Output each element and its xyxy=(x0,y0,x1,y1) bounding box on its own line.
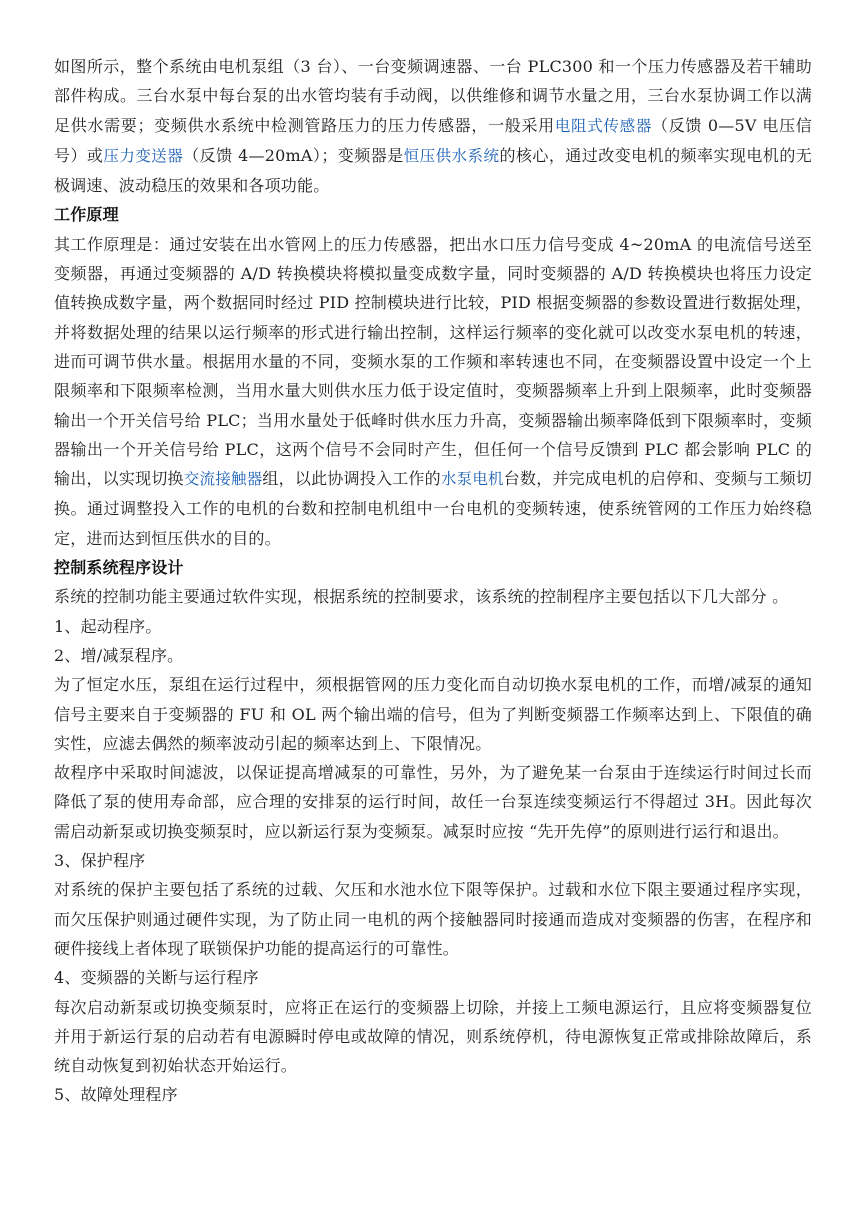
add-remove-paragraph-2: 故程序中采取时间滤波，以保证提高增减泵的可靠性，另外，为了避免某一台泵由于连续运行时间过长而降低了泵的使用寿命部，应合理的安排泵的运行时间，故任一台泵连续变频运行不得超过 3H。因此每次需启动新泵或切换变频泵时，应以新运行泵为变频泵。减泵时应按 “先开先停”的原则进行运行和退出。 xyxy=(54,763,812,841)
design-intro-paragraph: 系统的控制功能主要通过软件实现，根据系统的控制要求，该系统的控制程序主要包括以下几大部分 。 xyxy=(54,587,789,607)
list-item-protection: 3、保护程序 xyxy=(54,851,146,871)
add-remove-paragraph-1: 为了恒定水压，泵组在运行过程中，须根据管网的压力变化而自动切换水泵电机的工作，而增/减泵的通知信号主要来自于变频器的 FU 和 OL 两个输出端的信号，但为了判断变频器工作频率达到上、下限值的确实性，应滤去偶然的频率波动引起的频率达到上、下限情况。 xyxy=(54,675,812,753)
section-heading-principle: 工作原理 xyxy=(54,205,119,225)
list-item-inverter-control: 4、变频器的关断与运行程序 xyxy=(54,968,259,988)
list-item-fault-handling: 5、故障处理程序 xyxy=(54,1085,178,1105)
list-item-add-remove-pump: 2、增/减泵程序。 xyxy=(54,645,184,665)
protection-paragraph: 对系统的保护主要包括了系统的过载、欠压和水池水位下限等保护。过载和水位下限主要通过程序实现，而欠压保护则通过硬件实现，为了防止同一电机的两个接触器同时接通而造成对变频器的伤害，在程序和硬件接线上者体现了联锁保护功能的提高运行的可靠性。 xyxy=(54,880,812,958)
article-body xyxy=(54,52,812,1110)
link-ac-contactor[interactable]: 交流接触器 xyxy=(183,470,263,489)
link-pressure-transmitter[interactable]: 压力变送器 xyxy=(103,146,184,165)
text-span: 台数，并完成电机的启停和、变频与工频切换。通过调整投入工作的电机的台数和控制电机组中一台电机的变频转速，使系统管网的工作压力始终稳定，进而达到恒压供水的目的。 xyxy=(54,469,812,548)
text-span: （反馈 4—20mA）；变频器是 xyxy=(183,145,404,165)
inverter-control-paragraph: 每次启动新泵或切换变频泵时，应将正在运行的变频器上切除，并接上工频电源运行，且应将变频器复位并用于新运行泵的启动若有电源瞬时停电或故障的情况，则系统停机，待电源恢复正常或排除故障后，系统自动恢复到初始状态开始运行。 xyxy=(54,997,812,1076)
text-span: 组，以此协调投入工作的 xyxy=(262,469,441,489)
text-span: 其工作原理是：通过安装在出水管网上的压力传感器，把出水口压力信号变成 4~20mA 的电流信号送至变频器，再通过变频器的 A/D 转换模块将模拟量变成数字量，同时变频器的 A/D 转换模块也将压力设定值转换成数字量，两个数据同时经过 PID 控制模块进行比较，PID 根据变频器的参数设置进行数据处理，并将数据处理的结果以运行频率的形式进行输出控制，这样运行频率的变化就可以改变水泵电机的转速，进而可调节供水量。根据用水量的不同，变频水泵的工作频和率转速也不同，在变频器设置中设定一个上限频率和下限频率检测，当用水量大则供水压力低于设定值时，变频器频率上升到上限频率，此时变频器输出一个开关信号给 PLC；当用水量处于低峰时供水压力升高，变频器输出频率降低到下限频率时，变频器输出一个开关信号给 PLC，这两个信号不会同时产生，但任何一个信号反馈到 PLC 都会影响 PLC 的输出，以实现切换 xyxy=(54,234,812,489)
link-pump-motor[interactable]: 水泵电机 xyxy=(440,470,504,489)
principle-paragraph xyxy=(54,230,812,553)
text-span: （反馈 0—5V 电压信号）或 xyxy=(54,115,812,165)
intro-paragraph xyxy=(54,52,812,200)
link-constant-pressure-system[interactable]: 恒压供水系统 xyxy=(403,146,500,165)
link-resistive-sensor[interactable]: 电阻式传感器 xyxy=(554,116,653,135)
section-heading-design: 控制系统程序设计 xyxy=(54,558,184,578)
list-item-startup: 1、起动程序。 xyxy=(54,616,162,636)
text-span: 的核心，通过改变电机的频率实现电机的无极调速、波动稳压的效果和各项功能。 xyxy=(54,145,812,196)
text-span: 如图所示，整个系统由电机泵组（3 台）、一台变频调速器、一台 PLC300 和一个压力传感器及若干辅助部件构成。三台水泵中每台泵的出水管均装有手动阀，以供维修和调节水量之用，三台水泵协调工作以满足供水需要；变频供水系统中检测管路压力的压力传感器，一般采用 xyxy=(54,57,812,135)
